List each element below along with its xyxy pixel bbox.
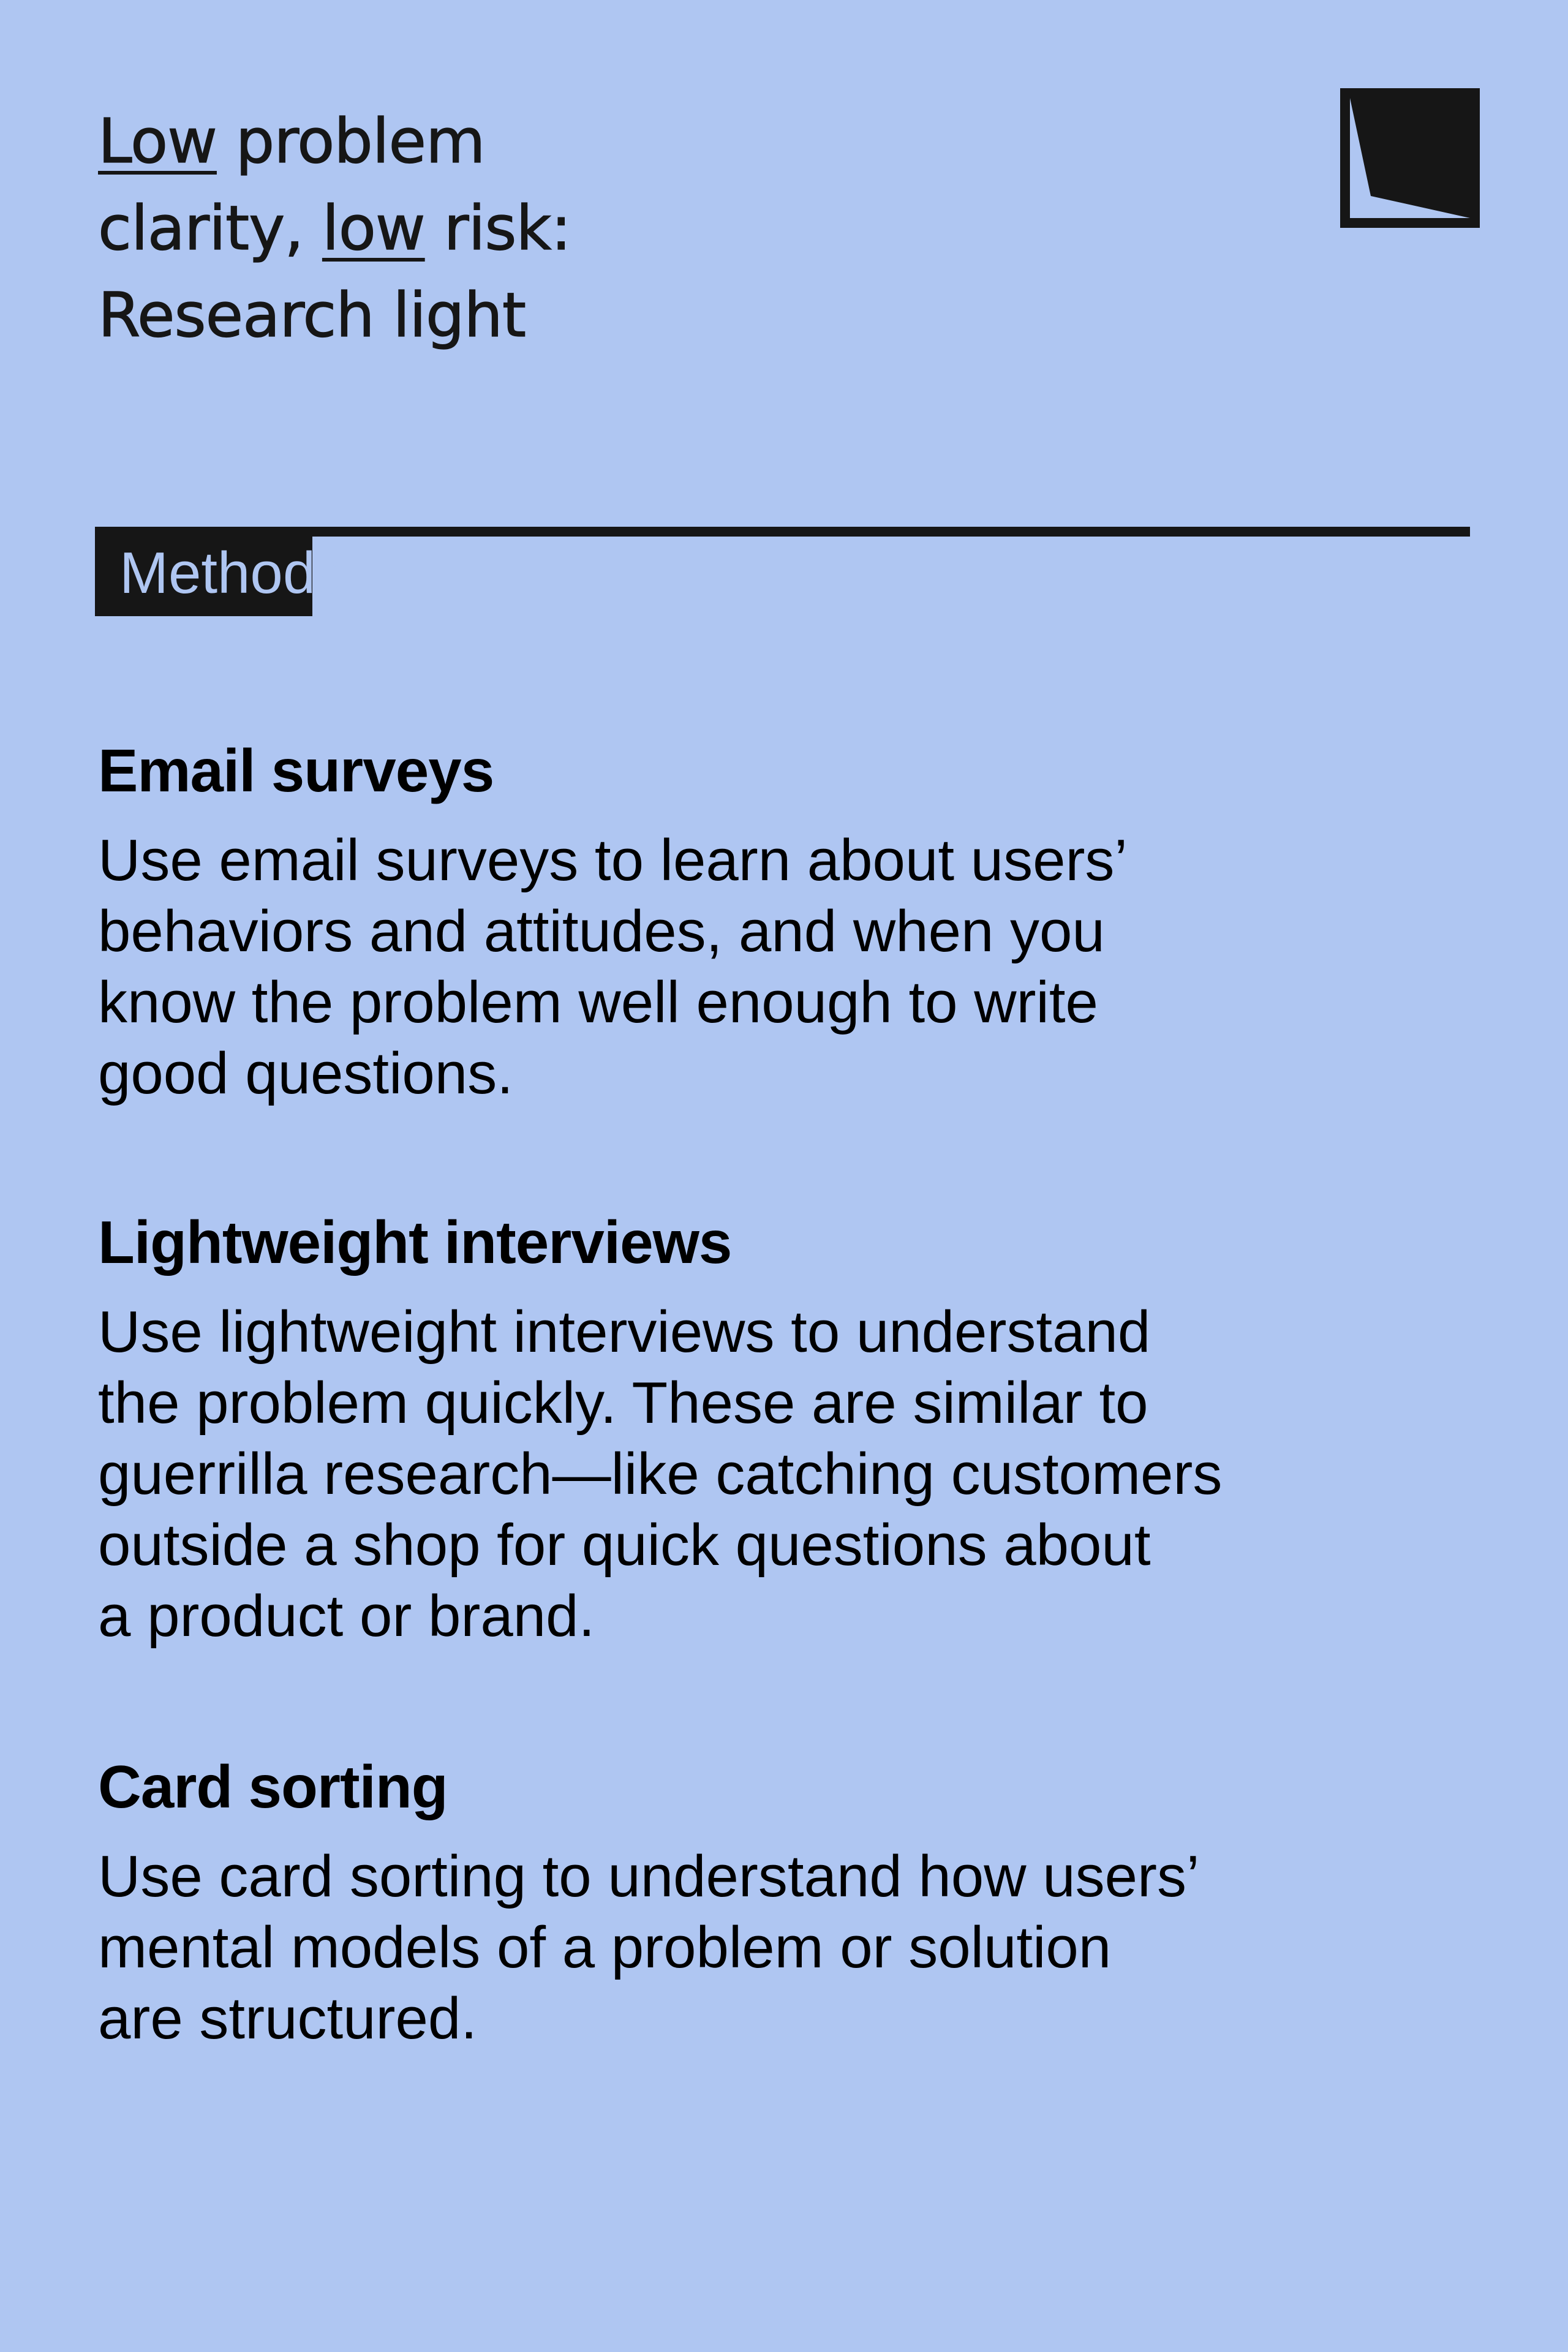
title-line-1: Low problem	[98, 105, 485, 177]
section-label-methods: Methods	[95, 527, 312, 616]
method-title-lightweight-interviews: Lightweight interviews	[98, 1208, 732, 1276]
title-emphasis-low: Low	[98, 105, 217, 177]
title-emphasis-low: low	[322, 192, 425, 264]
method-description-email-surveys: Use email surveys to learn about users’ behaviors and attitudes, and when you know the problem well enough to write good questions.	[98, 827, 1128, 1106]
method-description-card-sorting: Use card sorting to understand how users’ mental models of a problem or solution are structured.	[98, 1844, 1200, 2051]
method-title-card-sorting: Card sorting	[98, 1753, 448, 1820]
method-description-lightweight-interviews: Use lightweight interviews to understand the problem quickly. These are similar to guerrilla research—like catching customers outside a shop for quick questions about a product or brand.	[98, 1299, 1223, 1649]
page-title	[98, 98, 571, 359]
corner-shape-logo-icon	[1340, 88, 1480, 228]
title-line-2: clarity, low risk:	[98, 192, 571, 264]
title-line-3: Research light	[98, 279, 526, 351]
method-title-email-surveys: Email surveys	[98, 737, 494, 804]
